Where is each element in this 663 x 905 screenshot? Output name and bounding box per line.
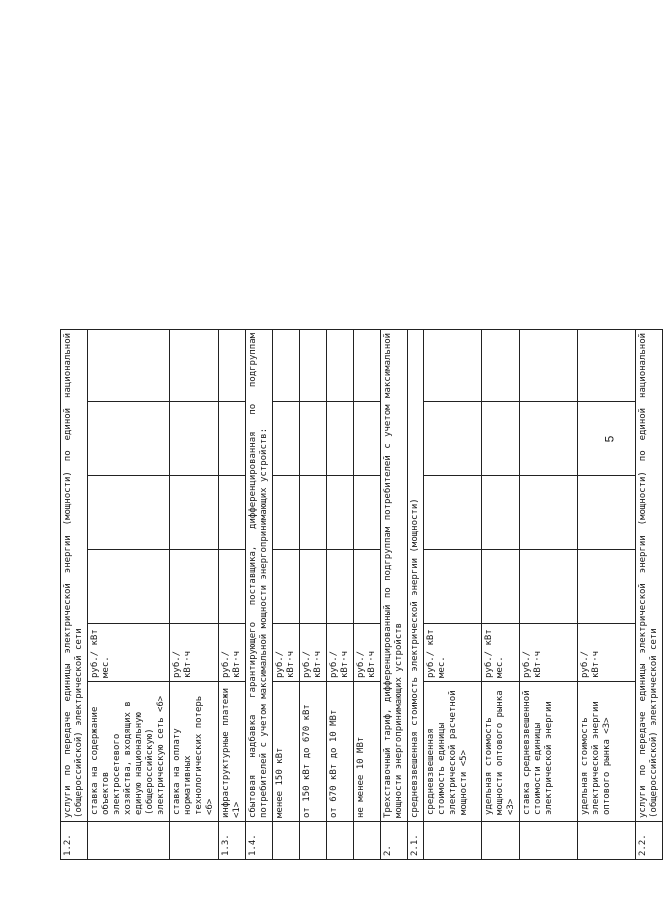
row-unit: руб./кВт·ч [354,624,381,682]
row-unit: руб./ кВт мес. [88,624,170,682]
row-number: 2.1. [408,822,424,860]
table-row [273,329,300,859]
value-cell [424,476,482,550]
row-number [354,822,381,860]
table-row [424,329,482,859]
row-number [327,822,354,860]
row-text: удельная стоимость электрической энергии оптового рынка <3> [578,682,636,822]
value-cell [88,402,170,476]
value-cell [273,476,300,550]
table-row [520,329,578,859]
tariff-table [60,329,663,860]
row-text: средневзвешенная стоимость единицы электрической расчетной мощности <5> [424,682,482,822]
value-cell [520,329,578,401]
value-cell [482,550,520,624]
row-number [273,822,300,860]
value-cell [300,476,327,550]
value-cell [219,476,246,550]
value-cell [578,476,636,550]
row-unit: руб./кВт·ч [300,624,327,682]
row-text: от 150 кВт до 670 кВт [300,682,327,822]
value-cell [170,329,219,401]
table-row [61,329,88,859]
value-cell [273,550,300,624]
value-cell [578,550,636,624]
value-cell [273,329,300,401]
value-cell [520,402,578,476]
value-cell [327,402,354,476]
value-cell [354,329,381,401]
row-text: ставка на оплату нормативных технологических потерь <6> [170,682,219,822]
row-number [520,822,578,860]
value-cell [88,329,170,401]
row-number: 1.2. [61,822,88,860]
row-text: услуги по передаче единицы электрической энергии (мощности) по единой национальной (общероссийской) электрической сети [61,329,88,821]
value-cell [88,550,170,624]
value-cell [482,402,520,476]
row-text: сбытовая надбавка гарантирующего поставщика, дифференцированная по подгруппам потребителей с учетом максимальной мощности энергопринимающих устройств: [246,329,273,821]
value-cell [170,476,219,550]
table-row [219,329,246,859]
value-cell [170,550,219,624]
value-cell [170,402,219,476]
value-cell [327,550,354,624]
table-row [300,329,327,859]
table-row [88,329,170,859]
table-row [578,329,636,859]
row-text: менее 150 кВт [273,682,300,822]
rotated-table-page [60,330,659,860]
row-unit: руб./ кВт мес. [482,624,520,682]
row-text: средневзвешенная стоимость электрической энергии (мощности) [408,329,424,821]
row-number: 2. [381,822,408,860]
value-cell [300,402,327,476]
value-cell [354,550,381,624]
value-cell [520,476,578,550]
value-cell [219,402,246,476]
row-number: 1.3. [219,822,246,860]
value-cell [354,402,381,476]
row-number: 2.2. [636,822,663,860]
table-row [636,329,663,859]
table-row [408,329,424,859]
row-text: услуги по передаче единицы электрической энергии (мощности) по единой национальной (общероссийской) электрической сети [636,329,663,821]
table-row [246,329,273,859]
value-cell [300,329,327,401]
row-unit: руб./кВт·ч [170,624,219,682]
row-number [170,822,219,860]
value-cell [327,476,354,550]
row-text: Трехставочный тариф, дифференцированный по подгруппам потребителей с учетом максимальной мощности энергопринимающих устройств [381,329,408,821]
row-text: от 670 кВт до 10 МВт [327,682,354,822]
table-row [354,329,381,859]
row-number: 1.4. [246,822,273,860]
value-cell [424,402,482,476]
row-number [300,822,327,860]
value-cell [482,476,520,550]
value-cell [482,329,520,401]
value-cell [354,476,381,550]
row-unit: руб./ кВт мес. [424,624,482,682]
row-text: ставка средневзвешенной стоимости единицы электрической энергии [520,682,578,822]
row-text: не менее 10 МВт [354,682,381,822]
value-cell [520,550,578,624]
row-unit: руб./кВт·ч [520,624,578,682]
value-cell [219,550,246,624]
row-number [88,822,170,860]
table-row [482,329,520,859]
row-number [578,822,636,860]
value-cell [219,329,246,401]
row-unit: руб./кВт·ч [219,624,246,682]
row-number [424,822,482,860]
table-row [381,329,408,859]
value-cell [300,550,327,624]
row-unit: руб./кВт·ч [273,624,300,682]
value-cell [327,329,354,401]
value-cell [424,550,482,624]
value-cell [424,329,482,401]
row-text: удельная стоимость мощности оптового рынка <3> [482,682,520,822]
row-text: инфраструктурные платежи <1> [219,682,246,822]
value-cell [88,476,170,550]
row-unit: руб./кВт·ч [327,624,354,682]
row-unit: руб./кВт·ч [578,624,636,682]
value-cell [273,402,300,476]
value-cell [578,329,636,401]
row-number [482,822,520,860]
page-number: 5 [602,435,617,443]
table-row [327,329,354,859]
row-text: ставка на содержание объектов электросетевого хозяйства, входящих в единую национальную (общероссийскую) электрическую сеть <6> [88,682,170,822]
table-row [170,329,219,859]
